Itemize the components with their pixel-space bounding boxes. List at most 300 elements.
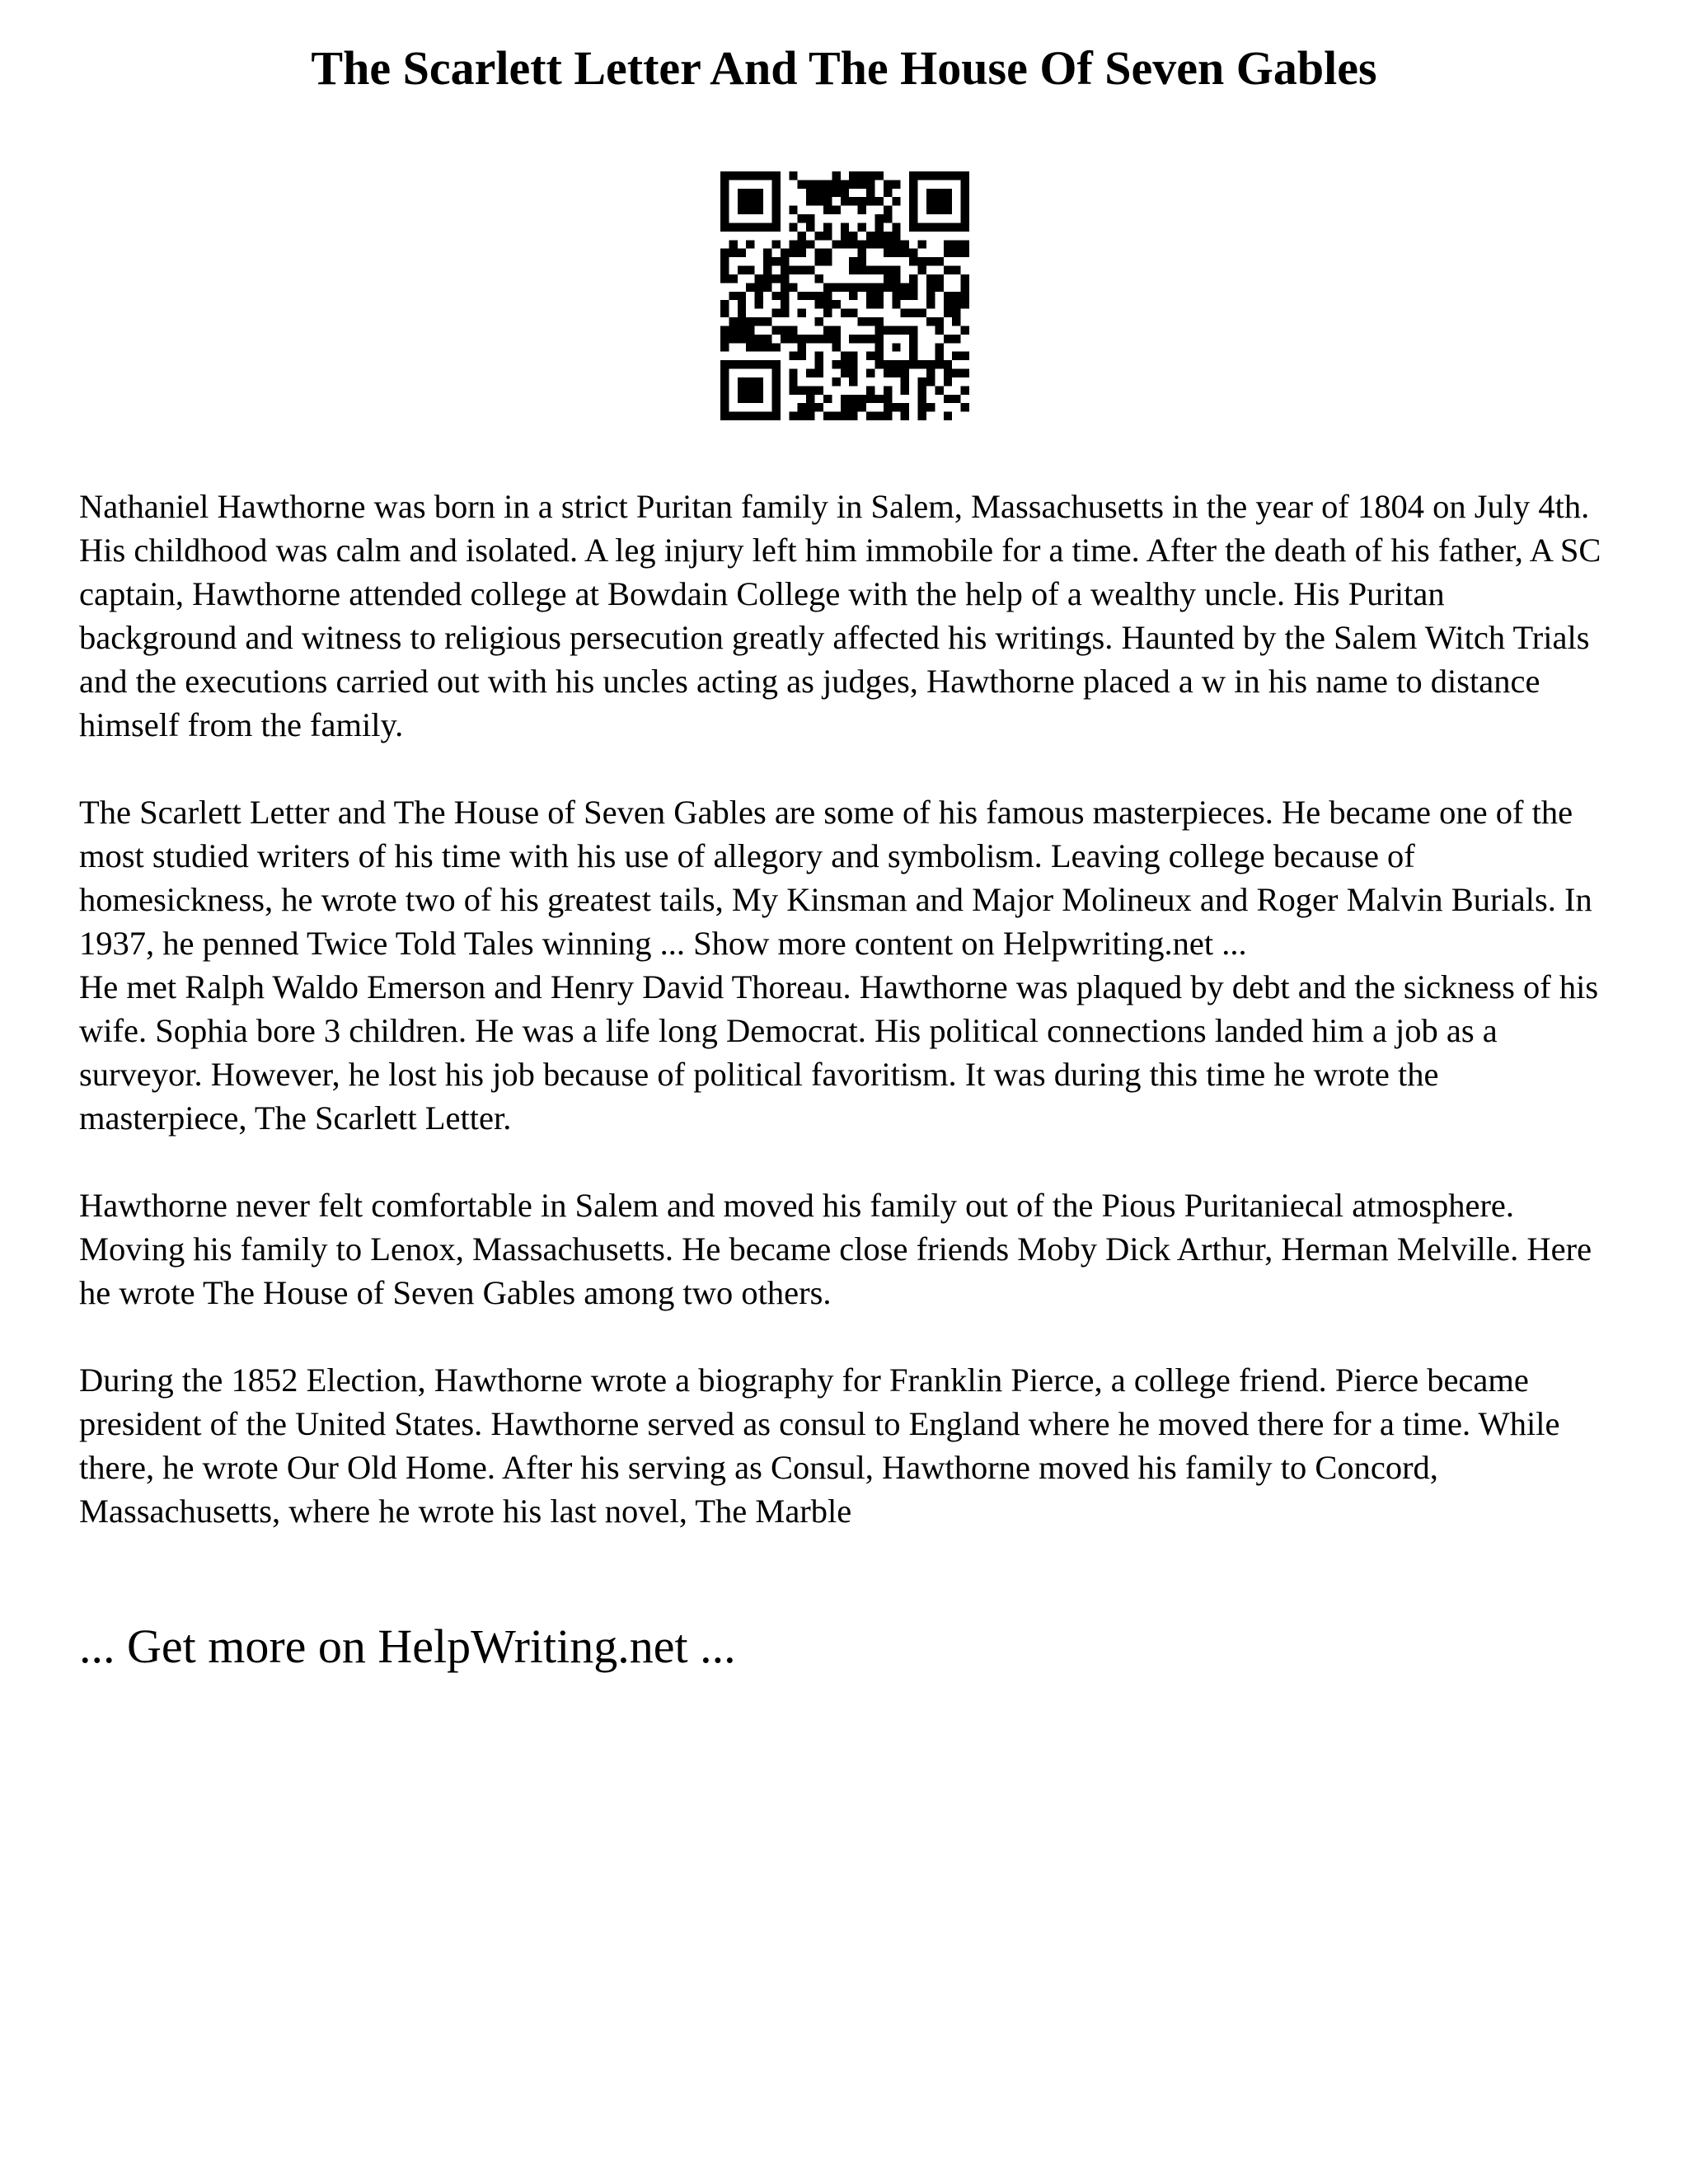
qr-module	[738, 206, 746, 214]
qr-module	[901, 240, 909, 248]
qr-module	[952, 395, 960, 403]
qr-module	[781, 309, 789, 317]
qr-module	[771, 197, 780, 205]
qr-module	[884, 266, 892, 274]
qr-module	[781, 292, 789, 300]
qr-module	[832, 335, 840, 343]
qr-module	[746, 386, 754, 394]
qr-module	[961, 283, 969, 291]
qr-module	[858, 335, 866, 343]
qr-module	[781, 300, 789, 308]
qr-module	[874, 395, 883, 403]
qr-module	[720, 274, 729, 283]
qr-module	[789, 352, 797, 360]
qr-module	[909, 223, 917, 231]
qr-module	[892, 292, 900, 300]
qr-module	[738, 197, 746, 205]
qr-module	[849, 283, 857, 291]
qr-module	[789, 326, 797, 334]
qr-module	[926, 283, 935, 291]
qr-module	[771, 326, 780, 334]
qr-module	[823, 326, 832, 334]
qr-module	[771, 206, 780, 214]
paragraph-early-life: Nathaniel Hawthorne was born in a strict Puritan family in Salem, Massachusetts in the year of 1804 on July 4th. His childhood was calm and isolated. A leg injury left him immobile for a time. After the death of his father, A SC captain, Hawthorne attended college at Bowdain College with the help of a wealthy uncle. His Puritan background and witness to religious persecution greatly affected his writings. Haunted by the Salem Witch Trials and the executions carried out with his uncles acting as judges, Hawthorne placed a w in his name to distance himself from the family.	[79, 488, 1601, 743]
qr-module	[841, 309, 849, 317]
qr-module	[823, 223, 832, 231]
qr-module	[823, 249, 832, 257]
qr-module	[901, 249, 909, 257]
qr-module	[746, 377, 754, 386]
qr-module	[884, 360, 892, 368]
qr-module	[755, 292, 763, 300]
qr-module	[952, 369, 960, 377]
qr-module	[858, 206, 866, 214]
qr-module	[806, 240, 814, 248]
qr-module	[781, 326, 789, 334]
qr-module	[892, 326, 900, 334]
qr-module	[892, 343, 900, 351]
qr-module	[781, 274, 789, 283]
qr-module	[755, 206, 763, 214]
qr-module	[858, 257, 866, 265]
qr-module	[763, 283, 771, 291]
qr-module	[909, 206, 917, 214]
qr-module	[755, 189, 763, 197]
qr-module	[746, 171, 754, 180]
qr-module	[841, 189, 849, 197]
qr-module	[909, 309, 917, 317]
document-title: The Scarlett Letter And The House Of Seven Gables	[311, 41, 1377, 95]
qr-module	[789, 249, 797, 257]
qr-module	[926, 257, 935, 265]
qr-module	[952, 335, 960, 343]
qr-module	[858, 180, 866, 188]
qr-module	[763, 343, 771, 351]
qr-module	[771, 309, 780, 317]
qr-module	[952, 309, 960, 317]
qr-module	[858, 240, 866, 248]
qr-module	[771, 343, 780, 351]
qr-module	[798, 232, 806, 240]
qr-module	[781, 266, 789, 274]
qr-module	[961, 206, 969, 214]
qr-module	[892, 240, 900, 248]
qr-module	[746, 360, 754, 368]
qr-module	[952, 266, 960, 274]
qr-module	[755, 377, 763, 386]
qr-module	[763, 360, 771, 368]
qr-module	[901, 326, 909, 334]
qr-module	[738, 395, 746, 403]
qr-module	[909, 343, 917, 351]
qr-module	[909, 257, 917, 265]
qr-module	[866, 240, 874, 248]
qr-module	[720, 377, 729, 386]
qr-module	[798, 249, 806, 257]
qr-module	[892, 360, 900, 368]
qr-module	[901, 403, 909, 411]
qr-module	[935, 386, 943, 394]
qr-module	[841, 412, 849, 420]
qr-module	[866, 197, 874, 205]
qr-module	[755, 412, 763, 420]
qr-module	[892, 223, 900, 231]
qr-module	[720, 197, 729, 205]
qr-module	[935, 206, 943, 214]
qr-module	[738, 360, 746, 368]
qr-module	[746, 189, 754, 197]
qr-module	[952, 317, 960, 326]
qr-module	[806, 335, 814, 343]
qr-module	[746, 283, 754, 291]
qr-module	[866, 189, 874, 197]
qr-module	[823, 283, 832, 291]
qr-module	[901, 412, 909, 420]
qr-module	[755, 343, 763, 351]
qr-module	[918, 412, 926, 420]
qr-module	[806, 189, 814, 197]
qr-module	[909, 249, 917, 257]
qr-module	[952, 240, 960, 248]
qr-module	[823, 206, 832, 214]
qr-module	[901, 309, 909, 317]
qr-module	[763, 335, 771, 343]
qr-module	[729, 292, 737, 300]
qr-module	[789, 223, 797, 231]
qr-module	[771, 214, 780, 223]
qr-module	[884, 206, 892, 214]
qr-module	[849, 292, 857, 300]
qr-module	[789, 206, 797, 214]
qr-module	[858, 171, 866, 180]
qr-module	[806, 214, 814, 223]
qr-module	[763, 171, 771, 180]
qr-module	[832, 300, 840, 308]
qr-module	[944, 300, 952, 308]
paragraph-masterpieces: The Scarlett Letter and The House of Seven Gables are some of his famous masterpieces. He became one of the most studied writers of his time with his use of allegory and symbolism. Leaving college because of homesickness, he wrote two of his greatest tails, My Kinsman and Major Molineux and Roger Malvin Burials. In 1937, he penned Twice Told Tales winning ... Show more content on Helpwriting.net ...	[79, 794, 1592, 962]
qr-module	[866, 369, 874, 377]
qr-module	[771, 386, 780, 394]
qr-module	[884, 369, 892, 377]
qr-module	[866, 300, 874, 308]
qr-module	[849, 403, 857, 411]
qr-module	[841, 240, 849, 248]
qr-module	[738, 292, 746, 300]
qr-module	[771, 180, 780, 188]
qr-module	[798, 343, 806, 351]
qr-module	[858, 249, 866, 257]
qr-module	[849, 335, 857, 343]
qr-module	[798, 240, 806, 248]
qr-module	[874, 292, 883, 300]
qr-module	[892, 403, 900, 411]
qr-module	[832, 189, 840, 197]
qr-module	[926, 189, 935, 197]
qr-module	[849, 197, 857, 205]
qr-module	[944, 360, 952, 368]
qr-module	[841, 403, 849, 411]
qr-module	[771, 274, 780, 283]
qr-module	[789, 335, 797, 343]
qr-module	[909, 189, 917, 197]
qr-module	[926, 206, 935, 214]
qr-module	[961, 292, 969, 300]
qr-module	[909, 292, 917, 300]
qr-module	[858, 266, 866, 274]
qr-module	[771, 412, 780, 420]
qr-module	[755, 335, 763, 343]
qr-module	[798, 309, 806, 317]
qr-module	[746, 206, 754, 214]
qr-module	[926, 360, 935, 368]
qr-module	[729, 360, 737, 368]
qr-module	[720, 257, 729, 265]
qr-module	[720, 266, 729, 274]
qr-module	[720, 189, 729, 197]
qr-module	[738, 412, 746, 420]
qr-module	[952, 352, 960, 360]
qr-module	[874, 283, 883, 291]
qr-module	[909, 360, 917, 368]
qr-module	[832, 171, 840, 180]
qr-module	[832, 283, 840, 291]
qr-module	[926, 197, 935, 205]
qr-module	[789, 412, 797, 420]
qr-module	[763, 266, 771, 274]
qr-module	[961, 171, 969, 180]
qr-module	[738, 326, 746, 334]
qr-module	[909, 214, 917, 223]
qr-module	[961, 326, 969, 334]
qr-module	[815, 180, 823, 188]
qr-module	[874, 223, 883, 231]
qr-module	[866, 232, 874, 240]
qr-module	[823, 257, 832, 265]
qr-module	[832, 206, 840, 214]
qr-module	[944, 377, 952, 386]
qr-module	[884, 403, 892, 411]
qr-module	[720, 386, 729, 394]
qr-module	[909, 274, 917, 283]
qr-module	[806, 292, 814, 300]
qr-module	[918, 395, 926, 403]
paragraph-spacer	[79, 1315, 1609, 1358]
qr-module	[763, 223, 771, 231]
qr-module	[952, 223, 960, 231]
qr-module	[961, 386, 969, 394]
qr-module	[892, 249, 900, 257]
qr-module	[892, 274, 900, 283]
qr-module	[746, 412, 754, 420]
qr-module	[823, 335, 832, 343]
qr-module	[823, 412, 832, 420]
qr-module	[806, 386, 814, 394]
qr-module	[729, 412, 737, 420]
qr-module	[918, 360, 926, 368]
qr-module	[798, 292, 806, 300]
qr-module	[789, 171, 797, 180]
paragraph-family-career: He met Ralph Waldo Emerson and Henry David Thoreau. Hawthorne was plaqued by debt and the sickness of his wife. Sophia bore 3 children. He was a life long Democrat. His political connections landed him a job as a surveyor. However, he lost his job because of political favoritism. It was during this time he wrote the masterpiece, The Scarlett Letter.	[79, 968, 1599, 1137]
qr-module	[874, 317, 883, 326]
qr-module	[849, 309, 857, 317]
qr-module	[755, 197, 763, 205]
qr-module	[944, 309, 952, 317]
qr-module	[771, 292, 780, 300]
qr-module	[935, 283, 943, 291]
qr-module	[918, 171, 926, 180]
qr-module	[789, 283, 797, 291]
qr-module	[806, 197, 814, 205]
qr-module	[849, 171, 857, 180]
qr-module	[781, 249, 789, 257]
qr-module	[738, 317, 746, 326]
qr-module	[944, 292, 952, 300]
qr-module	[884, 189, 892, 197]
qr-module	[935, 352, 943, 360]
qr-module	[858, 317, 866, 326]
qr-module	[798, 412, 806, 420]
qr-module	[909, 180, 917, 188]
qr-module	[961, 214, 969, 223]
qr-module	[884, 283, 892, 291]
qr-module	[815, 352, 823, 360]
qr-module	[763, 274, 771, 283]
qr-module	[729, 223, 737, 231]
qr-module	[918, 403, 926, 411]
qr-module	[729, 274, 737, 283]
qr-module	[874, 352, 883, 360]
qr-module	[738, 335, 746, 343]
qr-module	[961, 223, 969, 231]
qr-module	[823, 309, 832, 317]
qr-module	[720, 343, 729, 351]
qr-module	[874, 266, 883, 274]
qr-module	[755, 395, 763, 403]
qr-module	[738, 377, 746, 386]
qr-module	[892, 300, 900, 308]
qr-module	[884, 395, 892, 403]
qr-module	[874, 197, 883, 205]
qr-module	[746, 317, 754, 326]
qr-module	[771, 223, 780, 231]
qr-module	[866, 283, 874, 291]
paragraph-spacer	[79, 1140, 1609, 1183]
qr-module	[892, 197, 900, 205]
qr-module	[935, 360, 943, 368]
qr-module	[729, 249, 737, 257]
qr-module	[874, 412, 883, 420]
qr-module	[798, 403, 806, 411]
qr-module	[832, 343, 840, 351]
qr-module	[849, 232, 857, 240]
qr-module	[729, 335, 737, 343]
qr-module	[935, 317, 943, 326]
qr-module	[944, 189, 952, 197]
qr-code-icon[interactable]	[720, 171, 969, 420]
qr-module	[720, 300, 729, 308]
qr-module	[755, 223, 763, 231]
qr-module	[815, 274, 823, 283]
qr-module	[806, 403, 814, 411]
qr-module	[874, 171, 883, 180]
qr-module	[892, 232, 900, 240]
qr-module	[926, 223, 935, 231]
qr-module	[729, 171, 737, 180]
qr-module	[823, 189, 832, 197]
qr-module	[789, 377, 797, 386]
qr-module	[866, 292, 874, 300]
qr-module	[815, 335, 823, 343]
qr-module	[866, 266, 874, 274]
qr-module	[841, 197, 849, 205]
article-body	[79, 485, 1609, 1533]
qr-module	[815, 403, 823, 411]
qr-module	[874, 360, 883, 368]
qr-module	[832, 360, 840, 368]
qr-module	[798, 266, 806, 274]
qr-module	[944, 369, 952, 377]
qr-module	[720, 206, 729, 214]
qr-module	[720, 326, 729, 334]
qr-module	[884, 249, 892, 257]
qr-module	[815, 360, 823, 368]
qr-module	[746, 395, 754, 403]
qr-module	[738, 223, 746, 231]
qr-module	[771, 257, 780, 265]
qr-module	[926, 317, 935, 326]
qr-module	[874, 232, 883, 240]
qr-module	[935, 343, 943, 351]
qr-module	[729, 326, 737, 334]
qr-module	[926, 274, 935, 283]
qr-module	[909, 326, 917, 334]
qr-module	[858, 403, 866, 411]
qr-module	[961, 197, 969, 205]
qr-module	[918, 377, 926, 386]
qr-module	[909, 283, 917, 291]
qr-module	[720, 403, 729, 411]
qr-module	[944, 197, 952, 205]
qr-module	[841, 369, 849, 377]
qr-module	[961, 369, 969, 377]
qr-module	[944, 412, 952, 420]
qr-module	[763, 317, 771, 326]
qr-module	[738, 386, 746, 394]
qr-module	[720, 223, 729, 231]
qr-module	[798, 352, 806, 360]
qr-module	[935, 257, 943, 265]
qr-module	[823, 232, 832, 240]
get-more-link[interactable]: ... Get more on HelpWriting.net ...	[79, 1619, 736, 1673]
qr-module	[952, 292, 960, 300]
qr-module	[884, 232, 892, 240]
qr-module	[944, 223, 952, 231]
qr-module	[918, 240, 926, 248]
qr-module	[926, 403, 935, 411]
qr-module	[961, 240, 969, 248]
qr-module	[720, 412, 729, 420]
qr-module	[961, 249, 969, 257]
qr-module	[832, 412, 840, 420]
qr-module	[944, 249, 952, 257]
qr-module	[849, 266, 857, 274]
qr-module	[866, 395, 874, 403]
qr-module	[918, 223, 926, 231]
qr-module	[849, 369, 857, 377]
qr-module	[884, 412, 892, 420]
qr-module	[901, 283, 909, 291]
paragraph-lenox: Hawthorne never felt comfortable in Salem and moved his family out of the Pious Puritaniecal atmosphere. Moving his family to Lenox, Massachusetts. He became close friends Moby Dick Arthur, Herman Melville. Here he wrote The House of Seven Gables among two others.	[79, 1187, 1592, 1311]
